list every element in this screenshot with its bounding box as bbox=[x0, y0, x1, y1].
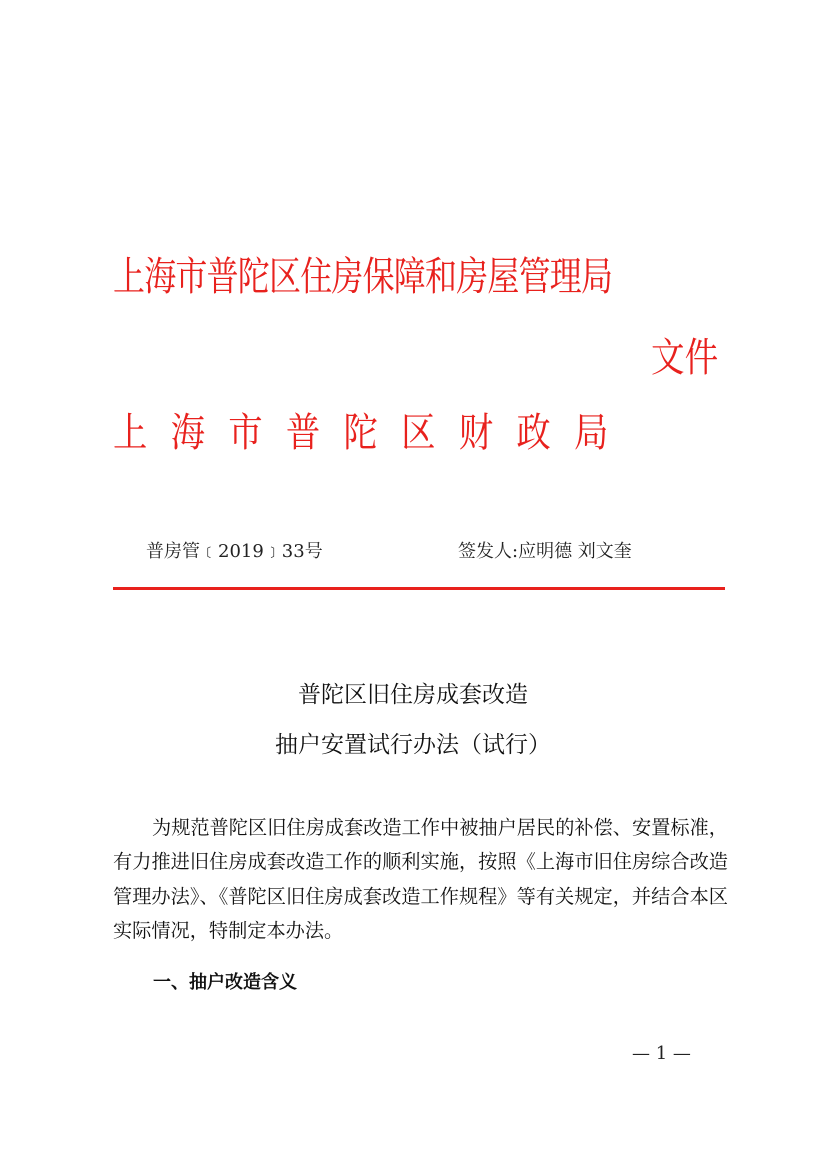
document-title-line-1: 普陀区旧住房成套改造 bbox=[298, 682, 528, 708]
document-title-line-2: 抽户安置试行办法（试行） bbox=[275, 732, 551, 758]
signer-line: 签发人:应明德 刘文奎 bbox=[458, 541, 632, 562]
issuer-title-housing-bureau: 上海市普陀区住房保障和房屋管理局 bbox=[113, 254, 613, 300]
document-number: 普房管﹝2019﹞33号 bbox=[146, 541, 323, 562]
page-number: — 1 — bbox=[632, 1043, 691, 1064]
section-heading: 一、抽户改造含义 bbox=[153, 972, 297, 993]
issuer-title-finance-bureau: 上海市普陀区财政局 bbox=[113, 410, 632, 456]
body-paragraph: 为规范普陀区旧住房成套改造工作中被抽户居民的补偿、安置标准，有力推进旧住房成套改造工作的顺利实施，按照《上海市旧住房综合改造管理办法》、《普陀区旧住房成套改造工作规程》等有关规定，并结合本区实际情况，特制定本办法。 bbox=[113, 816, 728, 943]
red-header-rule bbox=[113, 587, 725, 590]
document-type-label: 文件 bbox=[651, 335, 719, 381]
